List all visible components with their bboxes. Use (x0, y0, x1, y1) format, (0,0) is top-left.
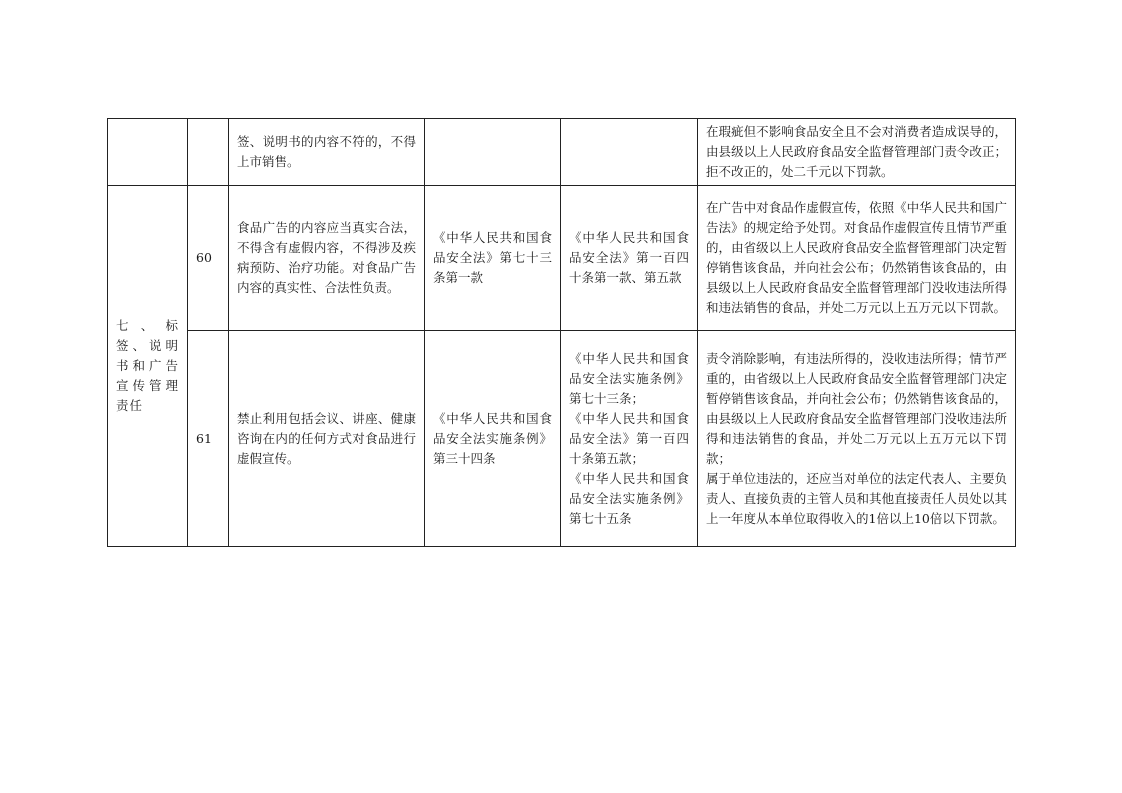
penalty-cell: 在瑕疵但不影响食品安全且不会对消费者造成误导的，由县级以上人民政府食品安全监督管理部门责令改正；拒不改正的，处二千元以下罚款。 (698, 119, 1016, 186)
penalty-basis-line: 《中华人民共和国食品安全法实施条例》第七十三条； (569, 350, 689, 406)
table-row-continued (108, 119, 1016, 186)
requirement-cell: 禁止利用包括会议、讲座、健康咨询在内的任何方式对食品进行虚假宣传。 (229, 331, 425, 547)
penalty-cell (698, 331, 1016, 547)
penalty-basis-cell (561, 119, 698, 186)
penalty-line: 属于单位违法的，还应当对单位的法定代表人、主要负责人、直接负责的主管人员和其他直接责任人员处以其上一年度从本单位取得收入的1倍以上10倍以下罚款。 (706, 470, 1007, 526)
legal-basis-cell: 《中华人民共和国食品安全法》第七十三条第一款 (425, 186, 561, 331)
category-cell (108, 119, 188, 186)
legal-basis-cell (425, 119, 561, 186)
penalty-basis-cell (561, 331, 698, 547)
penalty-basis-line: 《中华人民共和国食品安全法》第一百四十条第五款； (569, 410, 689, 466)
category-cell: 七、标签、说明书和广告宣传管理责任 (108, 186, 188, 547)
penalty-basis-cell: 《中华人民共和国食品安全法》第一百四十条第一款、第五款 (561, 186, 698, 331)
item-number (188, 119, 229, 186)
item-number: 61 (188, 331, 229, 547)
requirement-cell: 食品广告的内容应当真实合法，不得含有虚假内容，不得涉及疾病预防、治疗功能。对食品广告内容的真实性、合法性负责。 (229, 186, 425, 331)
penalty-line: 责令消除影响，有违法所得的，没收违法所得；情节严重的，由省级以上人民政府食品安全监督管理部门决定暂停销售该食品，并向社会公布；仍然销售该食品的，由县级以上人民政府食品安全监督管理部门没收违法所得和违法销售的食品，并处二万元以上五万元以下罚款； (706, 350, 1007, 466)
penalty-cell: 在广告中对食品作虚假宣传，依照《中华人民共和国广告法》的规定给予处罚。对食品作虚假宣传且情节严重的，由省级以上人民政府食品安全监督管理部门决定暂停销售该食品，并向社会公布；仍然销售该食品的，由县级以上人民政府食品安全监督管理部门没收违法所得和违法销售的食品，并处二万元以上五万元以下罚款。 (698, 186, 1016, 331)
regulation-table (107, 118, 1016, 547)
penalty-basis-line: 《中华人民共和国食品安全法实施条例》第七十五条 (569, 470, 689, 526)
requirement-cell: 签、说明书的内容不符的，不得上市销售。 (229, 119, 425, 186)
legal-basis-cell: 《中华人民共和国食品安全法实施条例》第三十四条 (425, 331, 561, 547)
item-number: 60 (188, 186, 229, 331)
table-row-61 (108, 331, 1016, 547)
table-row-60 (108, 186, 1016, 331)
